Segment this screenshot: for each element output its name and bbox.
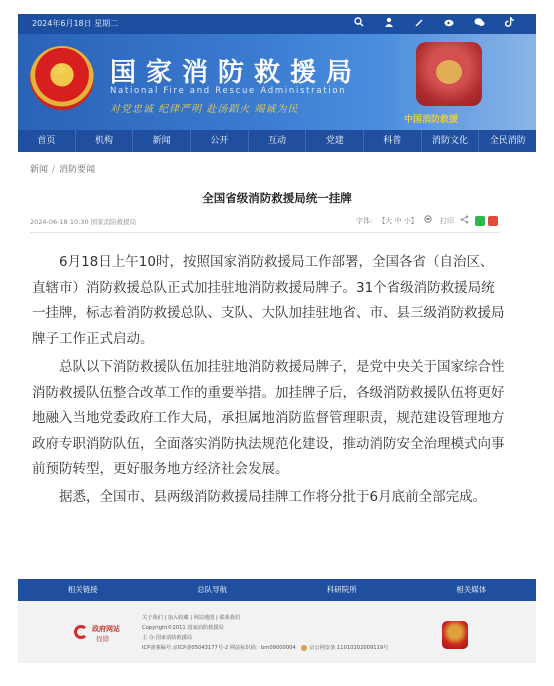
- site-title-english: National Fire and Rescue Administration: [110, 86, 347, 96]
- footer-host: 主 办:国家消防救援局: [142, 635, 193, 641]
- footer-nav-research-institutes[interactable]: 科研院所: [326, 585, 357, 594]
- print-label: 打印: [440, 217, 454, 225]
- article-tools: [350, 215, 498, 226]
- nav-item-organization[interactable]: 机构: [75, 130, 133, 152]
- main-nav: [18, 130, 536, 152]
- print-button[interactable]: [424, 215, 454, 226]
- police-registration-text: 京公网安备 11010202009119号: [309, 645, 389, 651]
- gov-logo-text: 政府网站: [92, 625, 120, 633]
- footer-nav: [18, 579, 536, 601]
- gov-error-report-link[interactable]: [74, 623, 134, 643]
- footer-icp[interactable]: ICP备案编号:京ICP备05043177号-2 网站标识码：bm09000004: [142, 645, 296, 651]
- breadcrumb-separator: /: [52, 165, 56, 175]
- divider: [30, 232, 500, 233]
- gov-logo-subtext: 找错: [96, 635, 109, 643]
- national-emblem-icon: [30, 46, 94, 110]
- font-size-options[interactable]: 【大 中 小】: [378, 216, 418, 225]
- nav-item-science[interactable]: 科普: [363, 130, 421, 152]
- nav-item-home[interactable]: 首页: [37, 136, 56, 146]
- article-paragraph: 6月18日上午10时，按照国家消防救援局工作部署，全国各省（自治区、直辖市）消防救援总队正式加挂驻地消防救援局牌子。31个省级消防救援局统一挂牌，标志着消防救援总队、支队、大队加挂驻地省、市、县三级消防救援局牌子工作正式启动。: [32, 254, 505, 347]
- footer-links[interactable]: 关于我们 | 加入收藏 | 网站地图 | 联系我们: [142, 615, 241, 621]
- fire-rescue-badge-icon: [416, 42, 482, 106]
- article-title: 全国省级消防救援局统一挂牌: [202, 191, 352, 205]
- weibo-icon[interactable]: [442, 17, 456, 31]
- nav-item-fire-culture[interactable]: 消防文化: [421, 130, 479, 152]
- top-bar: [18, 14, 536, 34]
- nav-item-public-fire[interactable]: 全民消防: [478, 130, 536, 152]
- breadcrumb-home[interactable]: 新闻: [30, 165, 49, 175]
- tiktok-icon[interactable]: [502, 17, 516, 31]
- nav-item-news[interactable]: 新闻: [132, 130, 190, 152]
- share-wechat-icon[interactable]: [475, 216, 485, 226]
- article-paragraph: 据悉，全国市、县两级消防救援局挂牌工作将分批于6月底前全部完成。: [59, 489, 487, 505]
- breadcrumb-current[interactable]: 消防要闻: [59, 165, 96, 175]
- footer-copyright: Copyright©2011 国家消防救援局: [142, 625, 224, 631]
- site-title[interactable]: 国家消防救援局: [110, 58, 363, 88]
- party-government-badge-icon[interactable]: [442, 621, 468, 649]
- pen-icon[interactable]: [412, 17, 426, 31]
- footer-nav-corps-navigation[interactable]: 总队导航: [197, 585, 228, 594]
- footer-info: [142, 613, 388, 653]
- user-icon[interactable]: [382, 17, 396, 31]
- top-icon-group: [336, 17, 516, 31]
- print-icon: [424, 215, 432, 223]
- nav-item-public[interactable]: 公开: [190, 130, 248, 152]
- wechat-icon[interactable]: [472, 17, 486, 31]
- site-banner: [18, 34, 536, 130]
- gov-site-logo-icon: [74, 625, 88, 639]
- breadcrumb: [30, 162, 95, 175]
- police-badge-icon: [301, 645, 307, 651]
- nav-item-interaction[interactable]: 互动: [248, 130, 306, 152]
- article-paragraph: 总队以下消防救援队伍加挂驻地消防救援局牌子，是党中央关于国家综合性消防救援队伍整合改革工作的重要举措。加挂牌子后，各级消防救援队伍将更好地融入当地党委政府工作大局，承担属地消防监督管理职责，规范建设管理地方政府专职消防队伍，全面落实消防执法规范化建设，推动消防安全治理模式向事前预防转型，更好服务地方经济社会发展。: [32, 359, 505, 477]
- footer-registration: [142, 643, 388, 653]
- site-footer: [18, 601, 536, 663]
- share-weibo-icon[interactable]: [488, 216, 498, 226]
- current-date: 2024年6月18日 星期二: [32, 19, 119, 28]
- footer-nav-related-media[interactable]: 相关媒体: [456, 585, 487, 594]
- police-registration[interactable]: [301, 645, 388, 651]
- article-meta: 2024-06-18 10:30 国家消防救援局: [30, 218, 137, 226]
- badge-caption: 中国消防救援: [404, 115, 459, 125]
- search-icon[interactable]: [352, 17, 366, 31]
- font-size-label: 字体:: [355, 216, 373, 225]
- nav-item-party[interactable]: 党建: [305, 130, 363, 152]
- site-slogan: 对党忠诚 纪律严明 赴汤蹈火 竭诚为民: [110, 104, 299, 115]
- footer-nav-related-links[interactable]: 相关链接: [67, 585, 98, 594]
- share-icon[interactable]: [460, 215, 469, 226]
